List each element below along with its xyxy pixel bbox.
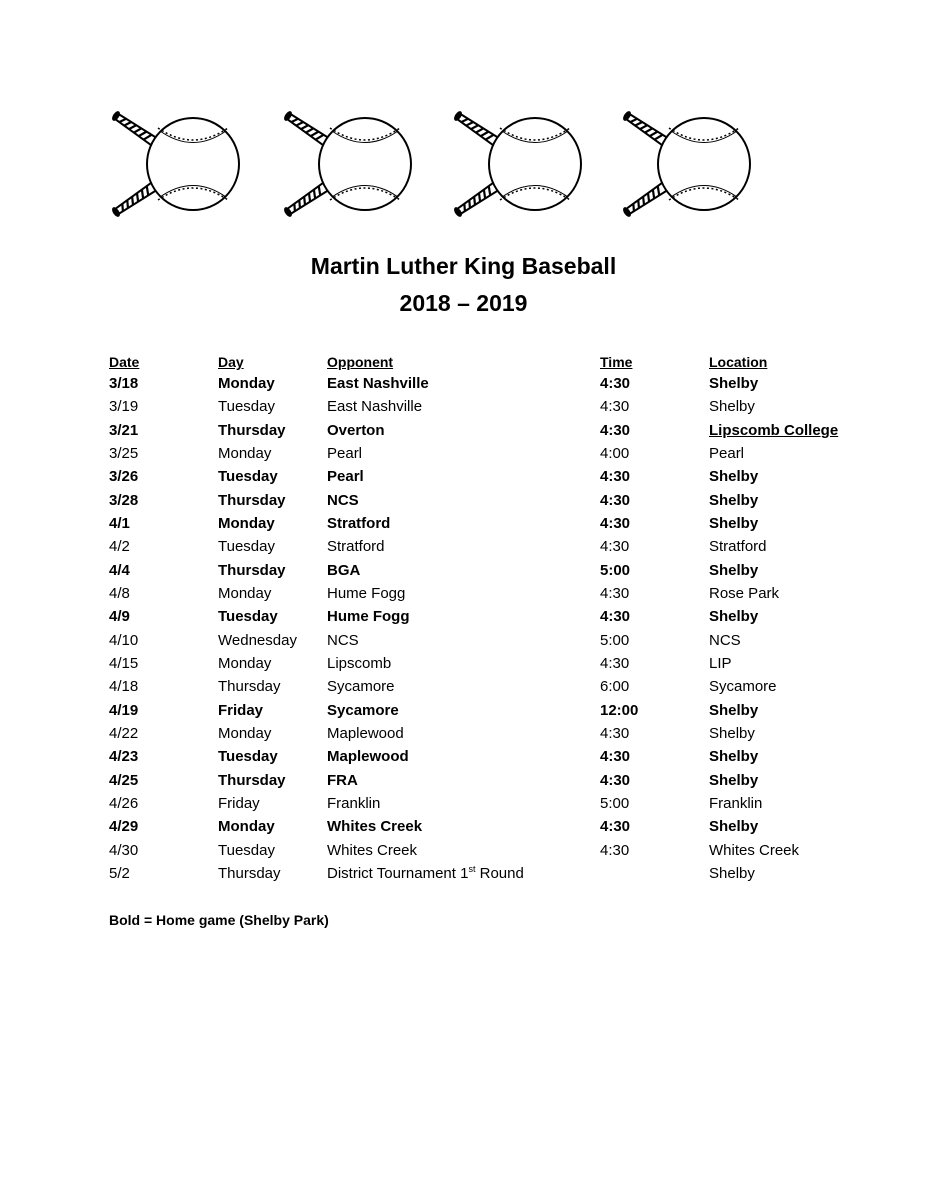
cell-date: 4/8	[109, 585, 130, 602]
cell-location: Rose Park	[709, 585, 780, 602]
cell-date: 3/26	[109, 468, 139, 485]
cell-day: Tuesday	[218, 842, 275, 859]
cell-day: Monday	[218, 515, 275, 532]
cell-opponent	[327, 865, 524, 883]
cell-time: 5:00	[600, 562, 631, 579]
cell-day: Monday	[218, 375, 275, 392]
cell-date: 5/2	[109, 865, 130, 882]
cell-location: Shelby	[709, 515, 759, 532]
baseball-crossed-bats-icon	[108, 107, 239, 221]
cell-day: Tuesday	[218, 748, 278, 765]
cell-time: 4:30	[600, 585, 630, 602]
cell-date: 4/29	[109, 818, 139, 835]
cell-date: 4/4	[109, 562, 130, 579]
cell-location: Shelby	[709, 818, 759, 835]
cell-date: 4/18	[109, 678, 139, 695]
cell-day: Thursday	[218, 865, 281, 882]
cell-opponent: Pearl	[327, 468, 364, 485]
cell-day: Friday	[218, 795, 260, 812]
cell-opponent: Stratford	[327, 515, 391, 532]
cell-opponent: BGA	[327, 562, 361, 579]
cell-date: 3/21	[109, 422, 139, 439]
cell-date: 4/23	[109, 748, 139, 765]
cell-opponent: Hume Fogg	[327, 608, 410, 625]
cell-time: 4:30	[600, 748, 631, 765]
baseball-crossed-bats-icon	[450, 107, 581, 221]
season-subtitle: 2018 – 2019	[399, 290, 528, 316]
cell-opponent: Pearl	[327, 445, 363, 462]
cell-opponent: Sycamore	[327, 678, 395, 695]
page-title: Martin Luther King Baseball	[310, 253, 617, 279]
cell-date: 4/9	[109, 608, 130, 625]
cell-date: 4/10	[109, 632, 139, 649]
cell-date: 4/26	[109, 795, 139, 812]
cell-opponent: NCS	[327, 492, 359, 509]
cell-time: 4:30	[600, 492, 631, 509]
cell-opponent: Hume Fogg	[327, 585, 406, 602]
cell-date: 4/30	[109, 842, 139, 859]
cell-opponent: East Nashville	[327, 375, 429, 392]
cell-location: Pearl	[709, 445, 745, 462]
cell-date: 3/18	[109, 375, 139, 392]
cell-opponent: Overton	[327, 422, 385, 439]
cell-time: 4:30	[600, 538, 630, 555]
cell-day: Monday	[218, 585, 272, 602]
cell-date: 4/15	[109, 655, 139, 672]
header-opponent: Opponent	[327, 354, 394, 370]
cell-location: Shelby	[709, 562, 759, 579]
cell-location: Shelby	[709, 702, 759, 719]
cell-day: Tuesday	[218, 538, 275, 555]
baseball-crossed-bats-icon	[619, 107, 750, 221]
cell-day: Thursday	[218, 422, 286, 439]
cell-location: Stratford	[709, 538, 767, 555]
cell-day: Monday	[218, 655, 272, 672]
cell-time: 4:30	[600, 515, 631, 532]
cell-time: 4:30	[600, 818, 631, 835]
cell-opponent: Sycamore	[327, 702, 399, 719]
cell-location: Shelby	[709, 398, 755, 415]
cell-date: 4/1	[109, 515, 130, 532]
cell-time: 4:30	[600, 422, 631, 439]
cell-day: Wednesday	[218, 632, 297, 649]
cell-location: Shelby	[709, 608, 759, 625]
cell-time: 4:30	[600, 468, 631, 485]
cell-day: Thursday	[218, 492, 286, 509]
cell-time: 6:00	[600, 678, 630, 695]
cell-day: Monday	[218, 725, 272, 742]
cell-location: Shelby	[709, 772, 759, 789]
cell-date: 4/25	[109, 772, 139, 789]
legend-note: Bold = Home game (Shelby Park)	[109, 912, 329, 928]
cell-location: Shelby	[709, 725, 755, 742]
cell-date: 4/2	[109, 538, 130, 555]
cell-location: Franklin	[709, 795, 763, 812]
cell-time: 5:00	[600, 795, 630, 812]
cell-day: Tuesday	[218, 608, 278, 625]
cell-location: Sycamore	[709, 678, 777, 695]
cell-time: 4:00	[600, 445, 630, 462]
cell-opponent: Franklin	[327, 795, 381, 812]
cell-location: Shelby	[709, 492, 759, 509]
cell-location: Shelby	[709, 865, 755, 882]
cell-location: Shelby	[709, 468, 759, 485]
cell-opponent: NCS	[327, 632, 359, 649]
cell-time: 4:30	[600, 655, 630, 672]
cell-time: 4:30	[600, 725, 630, 742]
cell-opponent: Whites Creek	[327, 818, 423, 835]
header-day: Day	[218, 354, 244, 370]
cell-location: NCS	[709, 632, 741, 649]
cell-date: 4/22	[109, 725, 139, 742]
cell-date: 3/25	[109, 445, 139, 462]
cell-location: Whites Creek	[709, 842, 800, 859]
baseball-banner	[108, 104, 800, 224]
cell-date: 3/19	[109, 398, 139, 415]
cell-opponent: East Nashville	[327, 398, 423, 415]
cell-time: 4:30	[600, 398, 630, 415]
cell-time: 5:00	[600, 632, 630, 649]
cell-day: Tuesday	[218, 398, 275, 415]
opponent-suffix: Round	[475, 865, 524, 882]
cell-location: Shelby	[709, 748, 759, 765]
cell-location: Shelby	[709, 375, 759, 392]
cell-location: Lipscomb College	[709, 422, 839, 439]
cell-opponent: FRA	[327, 772, 358, 789]
header-location: Location	[709, 354, 768, 370]
header-date: Date	[109, 354, 140, 370]
cell-time: 4:30	[600, 772, 631, 789]
cell-date: 4/19	[109, 702, 139, 719]
cell-time: 12:00	[600, 702, 639, 719]
cell-date: 3/28	[109, 492, 139, 509]
cell-day: Monday	[218, 818, 275, 835]
cell-day: Friday	[218, 702, 264, 719]
cell-location: LIP	[709, 655, 732, 672]
cell-opponent: Maplewood	[327, 725, 404, 742]
cell-day: Tuesday	[218, 468, 278, 485]
header-time: Time	[600, 354, 633, 370]
cell-opponent: Whites Creek	[327, 842, 418, 859]
cell-opponent: Lipscomb	[327, 655, 392, 672]
cell-day: Thursday	[218, 772, 286, 789]
cell-opponent: Maplewood	[327, 748, 409, 765]
cell-time: 4:30	[600, 608, 631, 625]
cell-opponent: Stratford	[327, 538, 385, 555]
cell-time: 4:30	[600, 375, 631, 392]
cell-day: Monday	[218, 445, 272, 462]
baseball-crossed-bats-icon	[280, 107, 411, 221]
cell-time: 4:30	[600, 842, 630, 859]
cell-day: Thursday	[218, 562, 286, 579]
cell-day: Thursday	[218, 678, 281, 695]
opponent-text: District Tournament 1	[327, 865, 469, 882]
ordinal-suffix: st	[468, 864, 476, 874]
